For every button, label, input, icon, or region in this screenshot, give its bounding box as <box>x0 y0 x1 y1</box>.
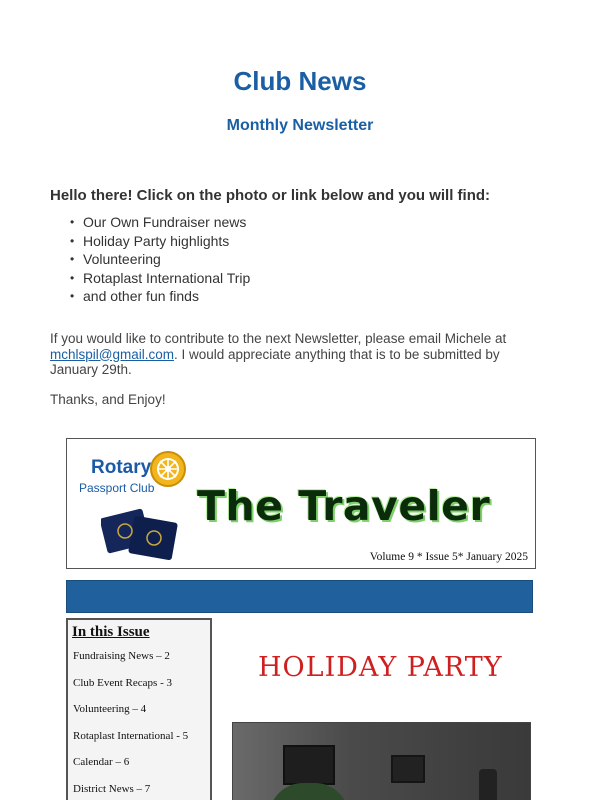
contribute-text-end: . I would appreciate anything that is to be submitted by January 29th. <box>50 346 500 377</box>
list-item: • Holiday Party highlights <box>68 232 250 251</box>
contribute-paragraph <box>50 331 520 378</box>
lamp <box>479 769 497 800</box>
toc-item: Volunteering – 4 <box>73 703 147 715</box>
passport-club-text: Passport Club <box>79 481 155 495</box>
toc-title: In this Issue <box>72 624 150 640</box>
rotary-logo-text: Rotary <box>91 457 152 478</box>
table-of-contents <box>66 618 212 800</box>
topic-list <box>68 213 250 306</box>
toc-item: Fundraising News – 2 <box>73 650 170 662</box>
list-item: • Volunteering <box>68 250 250 269</box>
toc-item: Rotaplast International - 5 <box>73 729 189 742</box>
rotary-wheel-icon <box>149 450 187 488</box>
intro-heading: Hello there! Click on the photo or link below and you will find: <box>50 187 491 204</box>
toc-item: District News – 7 <box>73 782 151 795</box>
wall-art <box>283 745 335 785</box>
holiday-party-photo[interactable] <box>232 722 531 800</box>
list-item: • and other fun finds <box>68 287 250 306</box>
toc-item: Calendar – 6 <box>73 756 130 768</box>
list-item: • Our Own Fundraiser news <box>68 213 250 232</box>
holiday-party-heading: HOLIDAY PARTY <box>258 652 503 683</box>
divider-bar <box>66 580 533 613</box>
toc-item: Club Event Recaps - 3 <box>73 676 172 689</box>
list-item: • Rotaplast International Trip <box>68 269 250 288</box>
newsletter-banner[interactable] <box>66 438 536 569</box>
email-link[interactable]: mchlspil@gmail.com <box>50 346 174 362</box>
page-title: Club News <box>233 66 367 96</box>
closing-text: Thanks, and Enjoy! <box>50 392 166 407</box>
newsletter-name: The Traveler <box>197 482 491 530</box>
page-subtitle: Monthly Newsletter <box>226 117 374 134</box>
passport-icon <box>101 505 181 563</box>
issue-info: Volume 9 * Issue 5* January 2025 <box>369 551 528 563</box>
wall-art-small <box>391 755 425 783</box>
contribute-text: If you would like to contribute to the next Newsletter, please email Michele at <box>50 331 507 346</box>
